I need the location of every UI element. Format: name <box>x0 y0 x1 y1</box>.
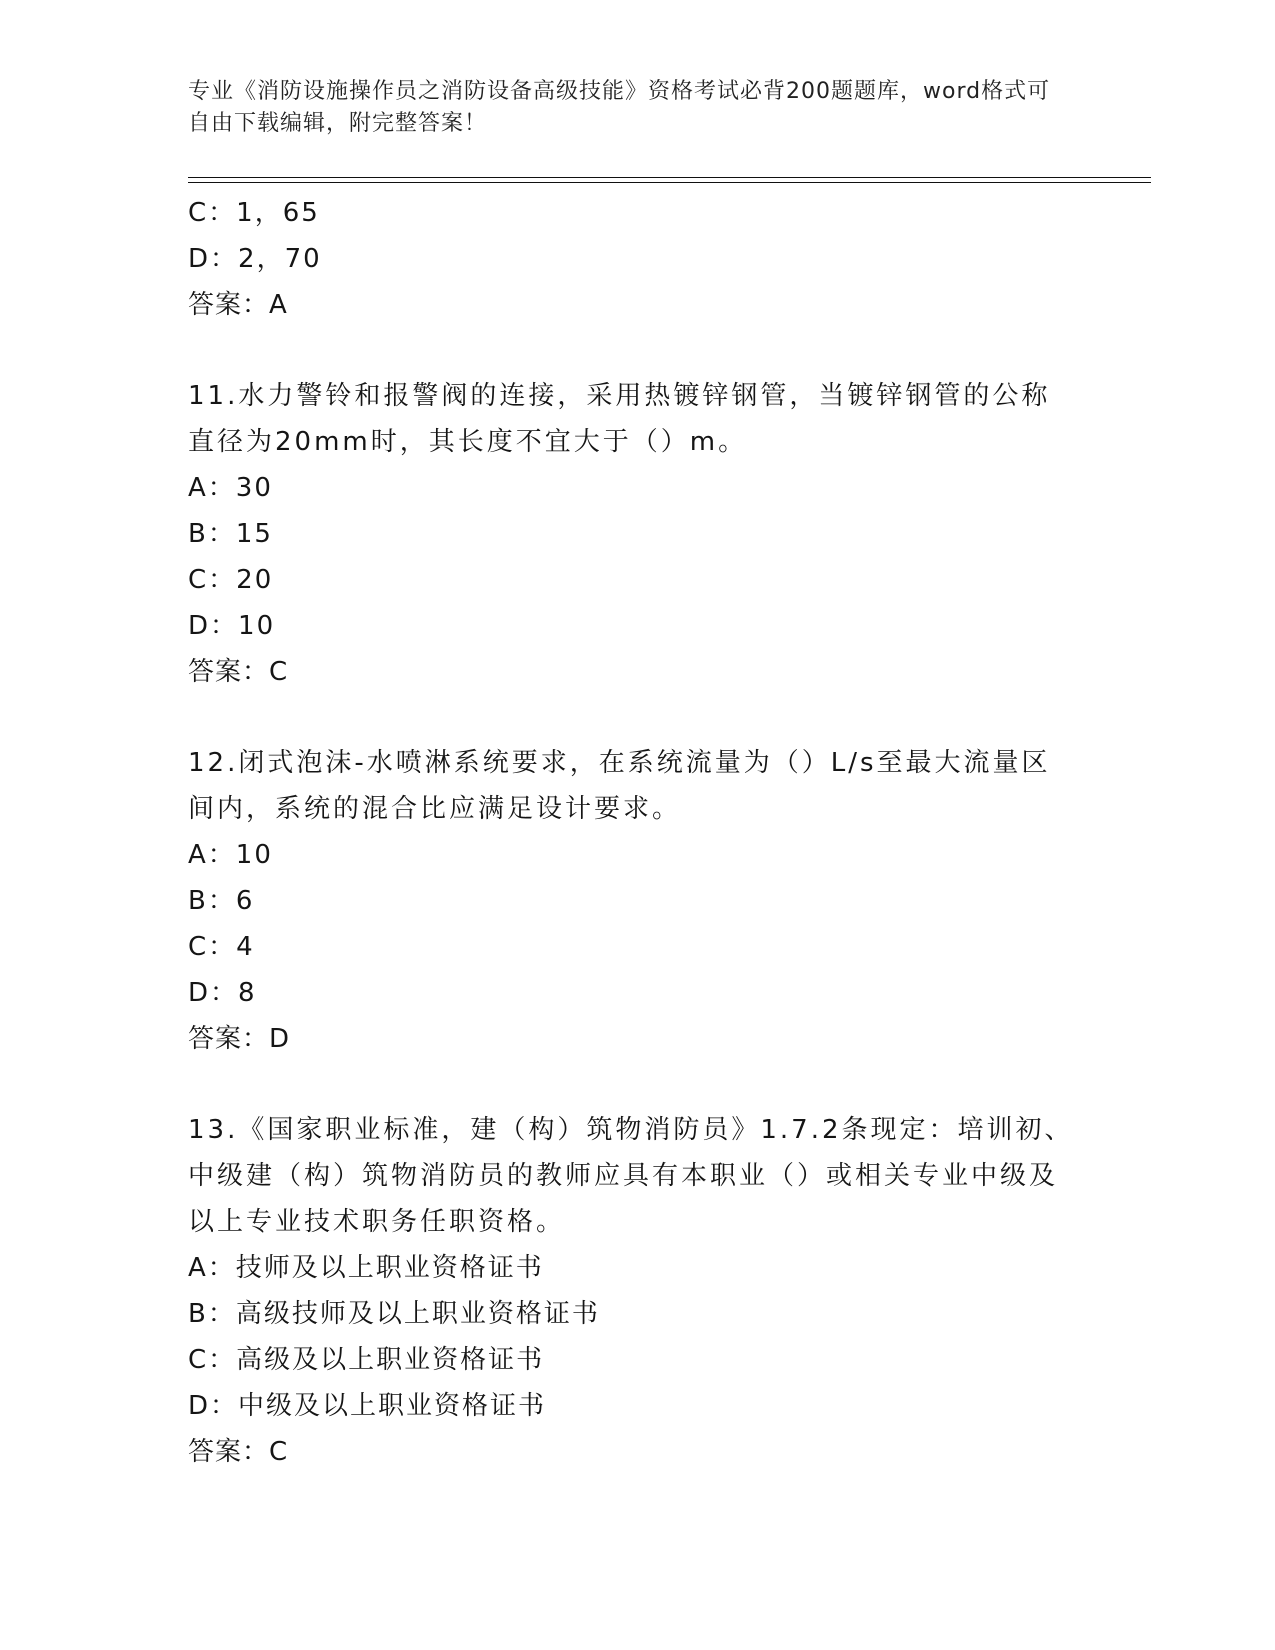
option-a: A：30 <box>188 473 273 503</box>
option-b: B：15 <box>188 519 273 549</box>
option-c: C：4 <box>188 932 255 962</box>
option-d: D：10 <box>188 611 276 641</box>
option-d: D：2，70 <box>188 244 322 274</box>
option-d: D：8 <box>188 978 257 1008</box>
option-c: C：20 <box>188 565 274 595</box>
document-header: 专业《消防设施操作员之消防设备高级技能》资格考试必背200题题库，word格式可自由下载编辑，附完整答案！ <box>188 79 1051 136</box>
option-c: C：高级及以上职业资格证书 <box>188 1345 545 1375</box>
header-divider-top <box>188 177 1151 178</box>
question-text: 11.水力警铃和报警阀的连接，采用热镀锌钢管，当镀锌钢管的公称直径为20mm时，其长度不宜大于（）m。 <box>188 381 1051 457</box>
option-c: C：1，65 <box>188 198 320 228</box>
option-d: D：中级及以上职业资格证书 <box>188 1391 547 1421</box>
question-text: 13.《国家职业标准，建（构）筑物消防员》1.7.2条现定：培训初、中级建（构）筑物消防员的教师应具有本职业（）或相关专业中级及以上专业技术职务任职资格。 <box>188 1115 1074 1237</box>
answer: 答案：D <box>188 1024 291 1054</box>
spacer <box>188 328 1088 373</box>
question-13 <box>188 1107 1088 1475</box>
question-list <box>188 190 1088 1475</box>
previous-question-tail <box>188 190 1088 328</box>
question-text: 12.闭式泡沫-水喷淋系统要求，在系统流量为（）L/s至最大流量区间内，系统的混合比应满足设计要求。 <box>188 748 1051 824</box>
option-b: B：6 <box>188 886 255 916</box>
option-b: B：高级技师及以上职业资格证书 <box>188 1299 600 1329</box>
spacer <box>188 695 1088 740</box>
answer: 答案：C <box>188 1437 289 1467</box>
question-12 <box>188 740 1088 1062</box>
answer: 答案：C <box>188 657 289 687</box>
question-11 <box>188 373 1088 695</box>
option-a: A：技师及以上职业资格证书 <box>188 1253 544 1283</box>
header-divider-bottom <box>188 182 1151 183</box>
spacer <box>188 1062 1088 1107</box>
answer: 答案：A <box>188 290 288 320</box>
option-a: A：10 <box>188 840 273 870</box>
